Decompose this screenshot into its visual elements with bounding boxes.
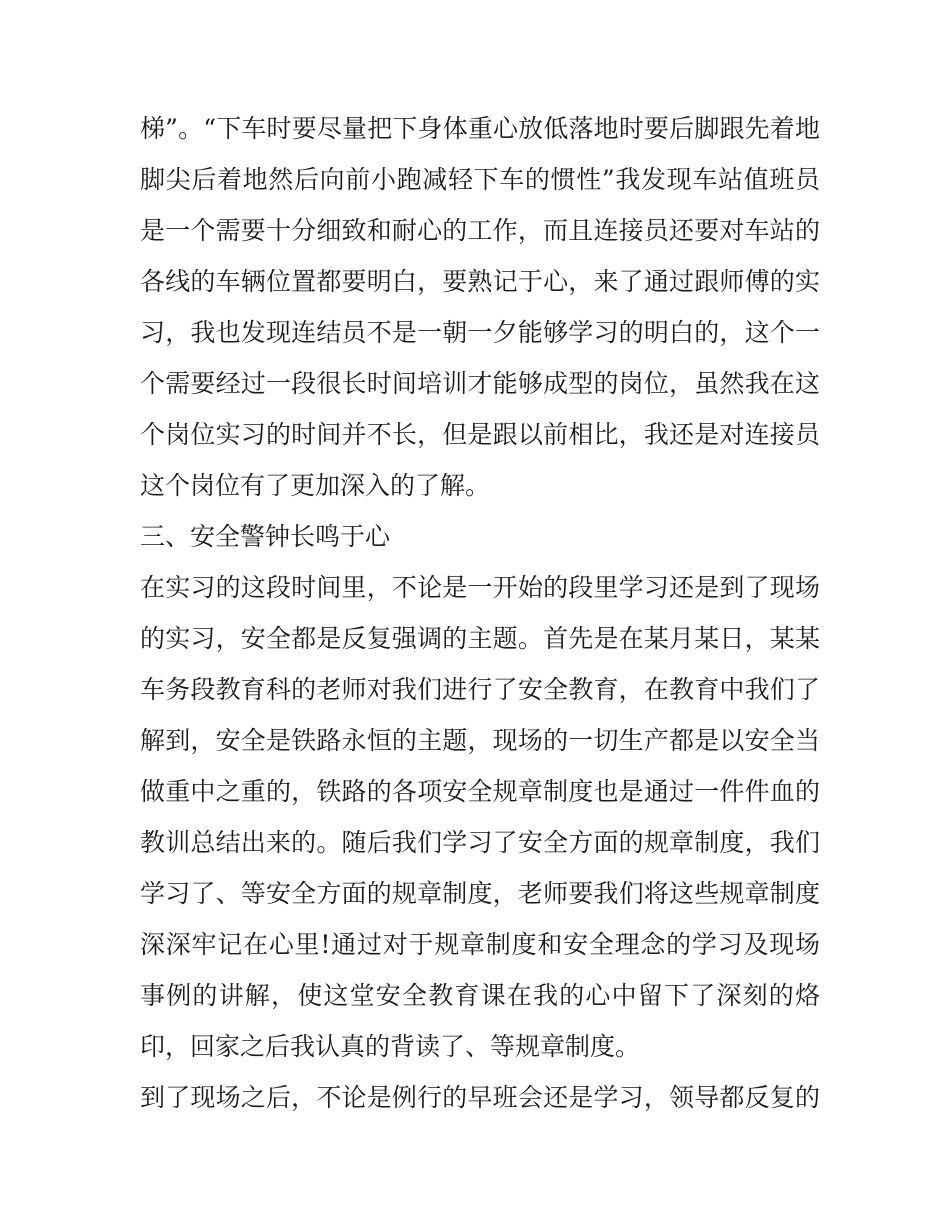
text-line: 三、安全警钟长鸣于心 xyxy=(140,522,391,551)
text-line: 梯”。“下车时要尽量把下身体重心放低落地时要后脚跟先着地 xyxy=(140,114,820,143)
text-line: 在实习的这段时间里，不论是一开始的段里学习还是到了现场 xyxy=(140,573,820,602)
text-line: 印，回家之后我认真的背读了、等规章制度。 xyxy=(140,1032,641,1061)
text-line: 的实习，安全都是反复强调的主题。首先是在某月某日，某某 xyxy=(140,624,820,653)
text-line: 脚尖后着地然后向前小跑减轻下车的惯性”我发现车站值班员 xyxy=(140,165,820,194)
text-line: 这个岗位有了更加深入的了解。 xyxy=(140,471,491,500)
text-line: 车务段教育科的老师对我们进行了安全教育，在教育中我们了 xyxy=(140,675,820,704)
text-line: 事例的讲解，使这堂安全教育课在我的心中留下了深刻的烙 xyxy=(140,981,820,1010)
text-line: 到了现场之后，不论是例行的早班会还是学习，领导都反复的 xyxy=(140,1083,820,1112)
text-line: 解到，安全是铁路永恒的主题，现场的一切生产都是以安全当 xyxy=(140,726,820,755)
text-line: 个岗位实习的时间并不长，但是跟以前相比，我还是对连接员 xyxy=(140,420,820,449)
text-line: 学习了、等安全方面的规章制度，老师要我们将这些规章制度 xyxy=(140,879,820,908)
text-line: 深深牢记在心里!通过对于规章制度和安全理念的学习及现场 xyxy=(140,930,820,959)
text-line: 各线的车辆位置都要明白，要熟记于心，来了通过跟师傅的实 xyxy=(140,267,820,296)
text-line: 教训总结出来的。随后我们学习了安全方面的规章制度，我们 xyxy=(140,828,820,857)
text-line: 做重中之重的，铁路的各项安全规章制度也是通过一件件血的 xyxy=(140,777,820,806)
text-line: 习，我也发现连结员不是一朝一夕能够学习的明白的，这个一 xyxy=(140,318,820,347)
text-line: 是一个需要十分细致和耐心的工作，而且连接员还要对车站的 xyxy=(140,216,820,245)
document-body xyxy=(140,103,820,1123)
text-line: 个需要经过一段很长时间培训才能够成型的岗位，虽然我在这 xyxy=(140,369,820,398)
